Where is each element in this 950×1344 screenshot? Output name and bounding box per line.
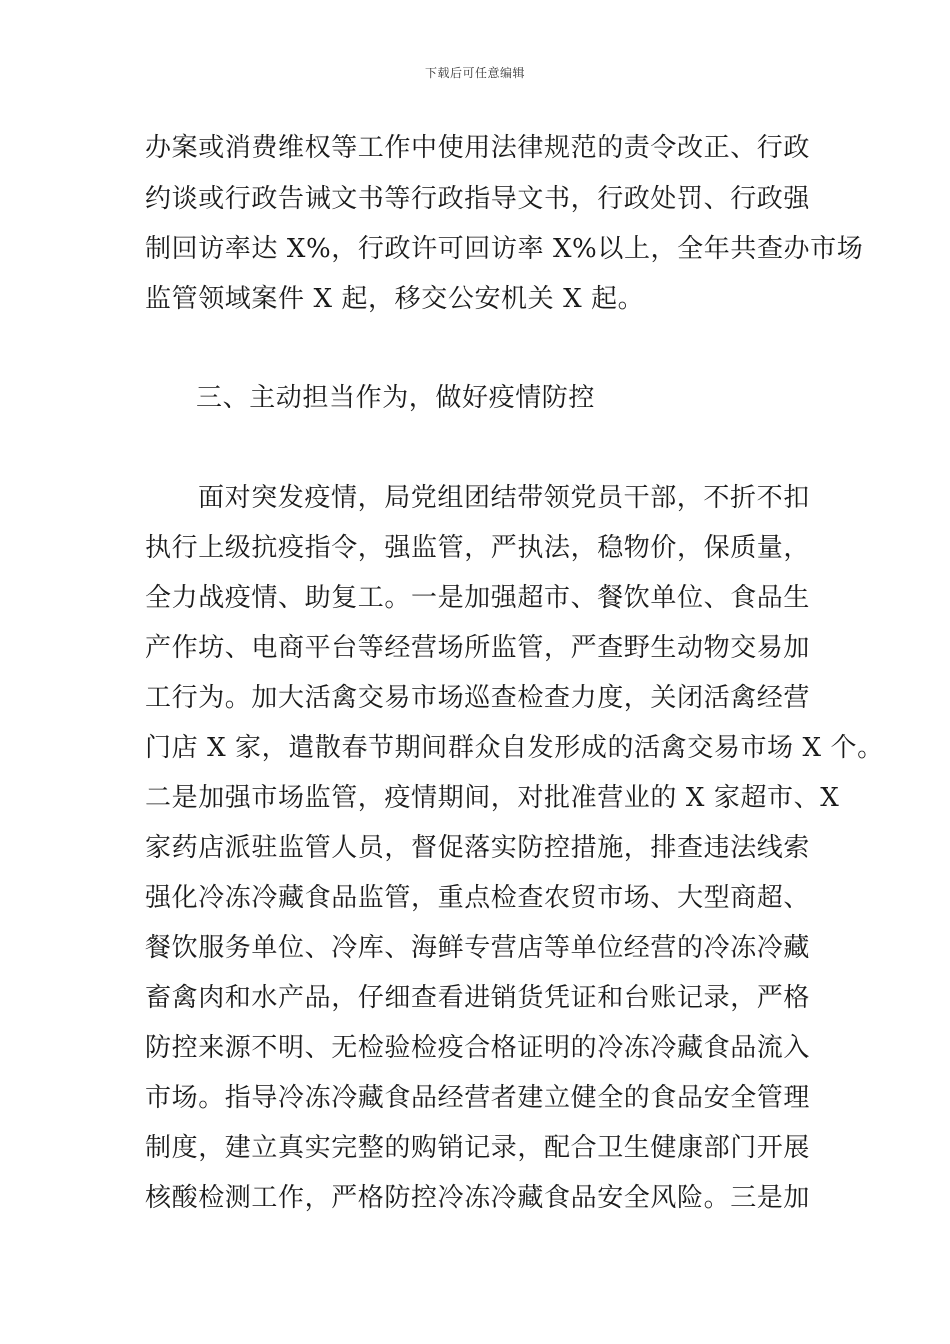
paragraph-line: 强化冷冻冷藏食品监管，重点检查农贸市场、大型商超、 [145, 883, 811, 913]
paragraph-line: 产作坊、电商平台等经营场所监管，严查野生动物交易加 [145, 633, 811, 663]
paragraph-line: 制度，建立真实完整的购销记录，配合卫生健康部门开展 [145, 1133, 811, 1163]
paragraph-line: 办案或消费维权等工作中使用法律规范的责令改正、行政 [145, 133, 811, 163]
paragraph-line: 家药店派驻监管人员，督促落实防控措施，排查违法线索 [145, 833, 811, 863]
paragraph-line: 监管领域案件 X 起，移交公安机关 X 起。 [145, 284, 645, 314]
paragraph-line: 执行上级抗疫指令，强监管，严执法，稳物价，保质量， [145, 533, 811, 563]
paragraph-line: 工行为。加大活禽交易市场巡查检查力度，关闭活禽经营 [145, 683, 811, 713]
page-header: 下载后可任意编辑 [424, 66, 525, 80]
paragraph-line: 畜禽肉和水产品，仔细查看进销货凭证和台账记录，严格 [145, 983, 811, 1013]
paragraph-line: 防控来源不明、无检验检疫合格证明的冷冻冷藏食品流入 [145, 1033, 811, 1063]
paragraph-line: 制回访率达 X%，行政许可回访率 X%以上，全年共查办市场 [145, 234, 864, 264]
paragraph-line: 门店 X 家，遣散春节期间群众自发形成的活禽交易市场 X 个。 [145, 733, 884, 763]
paragraph-line: 市场。指导冷冻冷藏食品经营者建立健全的食品安全管理 [145, 1083, 811, 1113]
paragraph-line: 餐饮服务单位、冷库、海鲜专营店等单位经营的冷冻冷藏 [145, 933, 811, 963]
paragraph-line: 核酸检测工作，严格防控冷冻冷藏食品安全风险。三是加 [145, 1183, 811, 1213]
section-heading: 三、主动担当作为，做好疫情防控 [196, 383, 596, 413]
paragraph-line: 约谈或行政告诫文书等行政指导文书，行政处罚、行政强 [145, 184, 811, 214]
paragraph-line: 面对突发疫情，局党组团结带领党员干部，不折不扣 [198, 483, 810, 513]
paragraph-line: 全力战疫情、助复工。一是加强超市、餐饮单位、食品生 [145, 583, 811, 613]
paragraph-line: 二是加强市场监管，疫情期间，对批准营业的 X 家超市、X [145, 783, 840, 813]
